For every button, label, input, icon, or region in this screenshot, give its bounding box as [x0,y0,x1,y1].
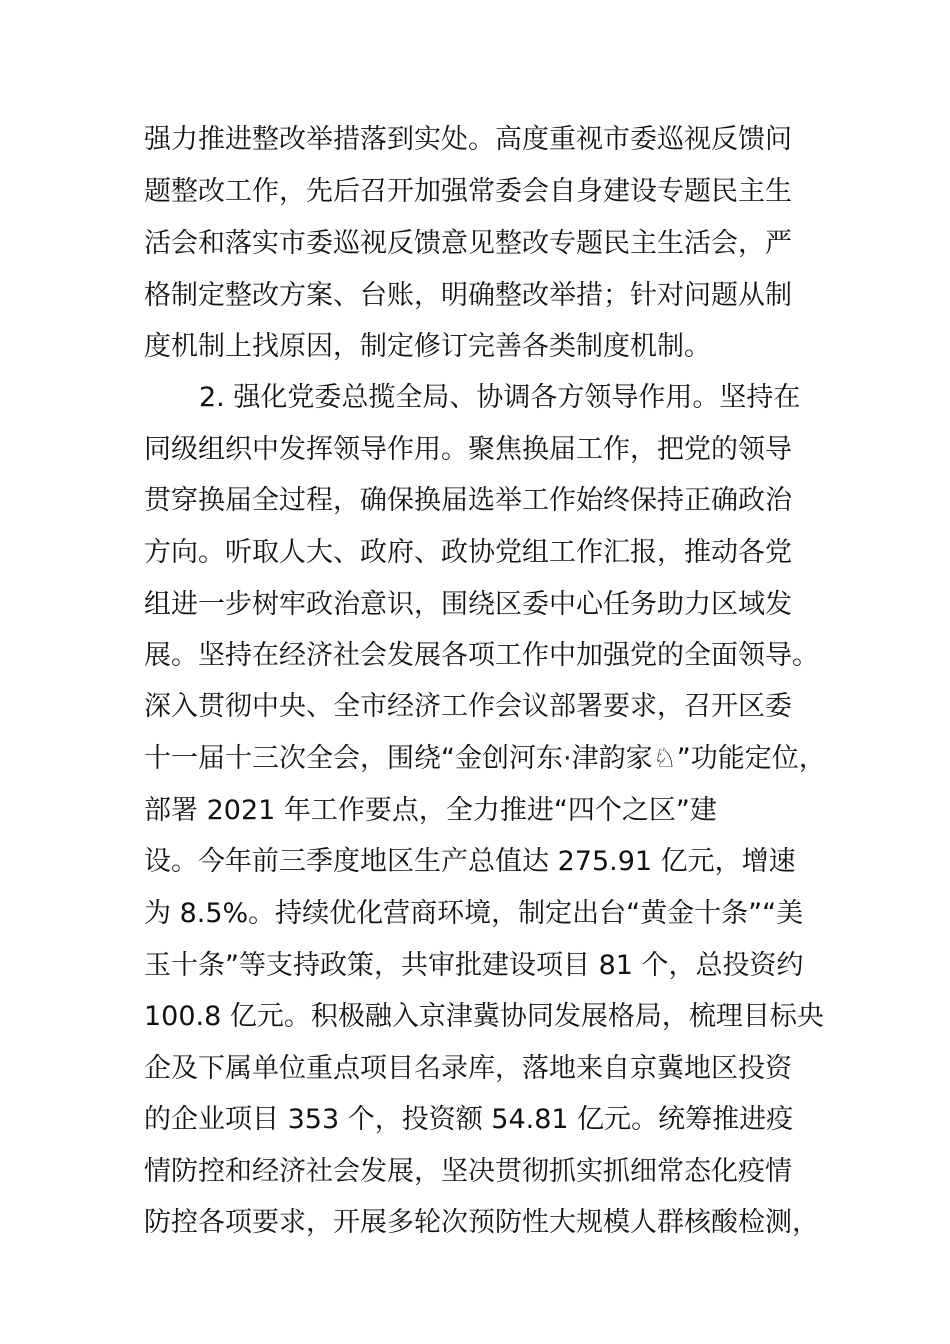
text-line-10: 组进一步树牢政治意识，围绕区委中心任务助力区域发 [144,589,792,620]
text-line-15: 设。今年前三季度地区生产总值达 275.91 亿元，增速 [144,846,796,877]
text-line-17: 玉十条”等支持政策，共审批建设项目 81 个，总投资约 [144,950,804,981]
text-line-16: 为 8.5%。持续优化营商环境，制定出台“黄金十条”“美 [144,898,804,929]
text-line-19: 企及下属单位重点项目名录库，落地来自京冀地区投资 [144,1053,792,1084]
text-line-20: 的企业项目 353 个，投资额 54.81 亿元。统筹推进疫 [144,1104,794,1135]
text-line-14: 部署 2021 年工作要点，全力推进“四个之区”建 [144,795,717,826]
text-line-9: 方向。听取人大、政府、政协党组工作汇报，推动各党 [144,537,792,568]
text-line-12: 深入贯彻中央、全市经济工作会议部署要求，召开区委 [144,691,792,722]
text-line-8: 贯穿换届全过程，确保换届选举工作始终保持正确政治 [144,485,792,516]
text-line-18: 100.8 亿元。积极融入京津冀协同发展格局，梳理目标央 [144,1001,824,1032]
text-line-2: 题整改工作，先后召开加强常委会自身建设专题民主生 [144,176,792,207]
text-line-5: 度机制上找原因，制定修订完善各类制度机制。 [144,331,711,362]
text-line-21: 情防控和经济社会发展，坚决贯彻抓实抓细常态化疫情 [144,1156,792,1187]
text-line-3: 活会和落实市委巡视反馈意见整改专题民主生活会，严 [144,228,792,259]
text-line-22: 防控各项要求，开展多轮次预防性大规模人群核酸检测， [144,1207,819,1238]
text-line-11: 展。坚持在经济社会发展各项工作中加强党的全面领导。 [144,640,819,671]
text-line-13: 十一届十三次全会，围绕“金创河东·津韵家♘”功能定位， [144,743,826,774]
text-line-1: 强力推进整改举措落到实处。高度重视市委巡视反馈问 [144,124,792,155]
paragraph-2-first-line: 2. 强化党委总揽全局、协调各方领导作用。坚持在 [199,382,801,413]
text-line-4: 格制定整改方案、台账，明确整改举措；针对问题从制 [144,280,792,311]
text-line-7: 同级组织中发挥领导作用。聚焦换届工作，把党的领导 [144,434,792,465]
